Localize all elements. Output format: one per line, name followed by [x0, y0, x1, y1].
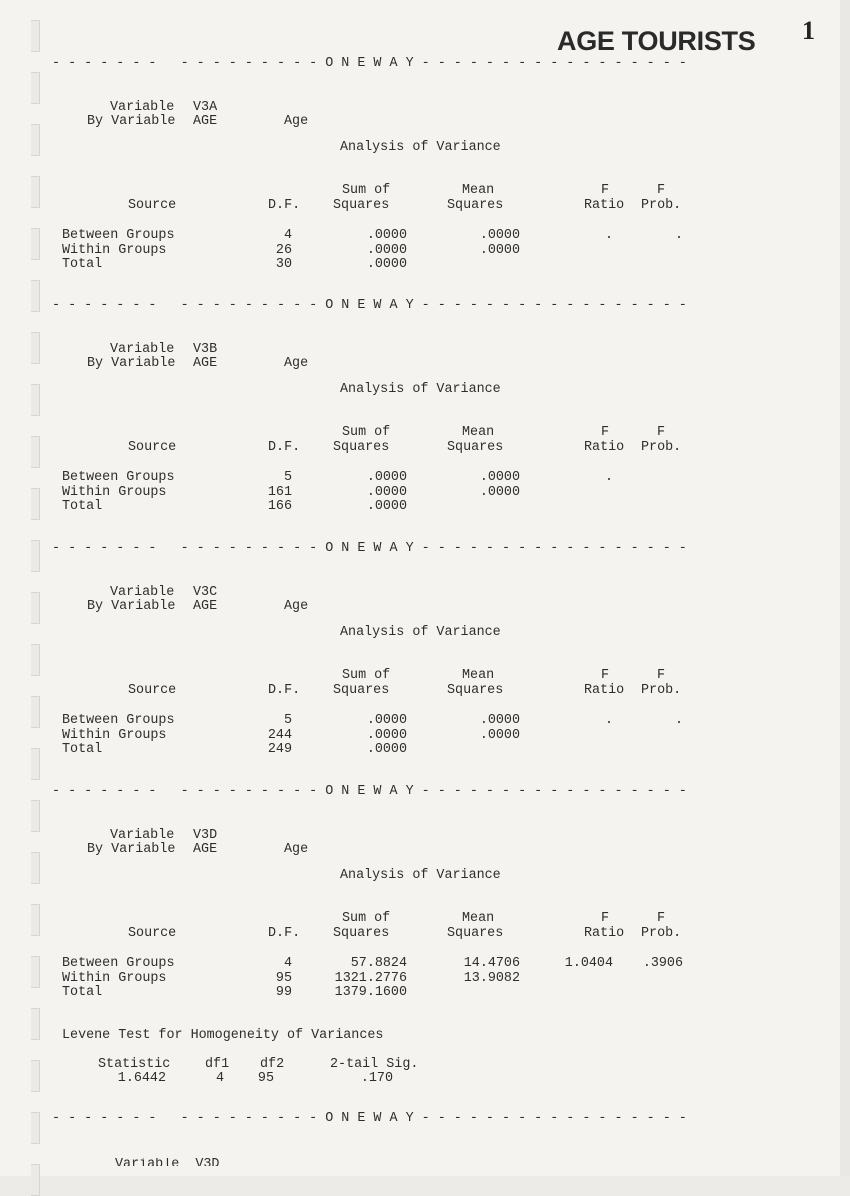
row-sum-squares: .0000 [366, 499, 407, 514]
header-mean: Mean [462, 911, 495, 926]
binder-hole [31, 904, 40, 936]
row-sum-squares: .0000 [366, 470, 407, 485]
header-ratio: Ratio [584, 926, 625, 941]
binder-hole [31, 1112, 40, 1144]
header-f: F [657, 425, 666, 440]
row-f-ratio: . [604, 470, 613, 485]
row-source: Within Groups [62, 727, 167, 743]
row-source: Between Groups [62, 470, 175, 485]
row-mean-squares: .0000 [479, 228, 520, 243]
anova-title: Analysis of Variance [340, 625, 501, 640]
by-variable-name: AGE [193, 114, 218, 129]
oneway-separator: - - - - - - - - - - - - - - - - O N E W A Y - - - - - - - - - - - - - - - - - [52, 1111, 687, 1126]
row-f-prob: . [674, 713, 683, 728]
binder-hole [31, 436, 40, 468]
header-source: Source [128, 440, 177, 455]
row-df: 4 [283, 956, 292, 971]
header-prob: Prob. [641, 440, 682, 455]
row-f-ratio: 1.0404 [564, 956, 613, 971]
row-mean-squares: .0000 [479, 713, 520, 728]
header-mean: Mean [462, 425, 495, 440]
binder-hole [31, 124, 40, 156]
row-sum-squares: .0000 [366, 727, 407, 743]
scanner-bed [0, 1176, 850, 1196]
binder-hole [31, 280, 40, 312]
binder-hole [31, 176, 40, 208]
header-sum-squares: Squares [333, 926, 390, 941]
levene-header: df1 [205, 1057, 230, 1072]
row-source: Total [62, 985, 103, 1000]
row-sum-squares: 1379.1600 [334, 985, 407, 1000]
anova-title: Analysis of Variance [340, 140, 501, 155]
row-df: 161 [267, 484, 292, 500]
binder-hole [31, 384, 40, 416]
row-sum-squares: .0000 [366, 713, 407, 728]
oneway-separator: - - - - - - - - - - - - - - - - O N E W A Y - - - - - - - - - - - - - - - - - [52, 56, 687, 71]
oneway-separator: - - - - - - - - - - - - - - - - O N E W A Y - - - - - - - - - - - - - - - - - [52, 784, 687, 799]
by-variable-label: By Variable [87, 114, 176, 129]
binder-hole [31, 852, 40, 884]
levene-title: Levene Test for Homogeneity of Variances [62, 1028, 384, 1043]
levene-header: Statistic [98, 1057, 171, 1072]
binder-hole [31, 800, 40, 832]
row-df: 5 [283, 470, 292, 485]
anova-title: Analysis of Variance [340, 868, 501, 883]
header-ratio: Ratio [584, 440, 625, 455]
header-prob: Prob. [641, 683, 682, 698]
header-source: Source [128, 198, 177, 213]
binder-hole [31, 1008, 40, 1040]
by-variable-desc: Age [284, 114, 309, 129]
row-df: 26 [275, 242, 292, 258]
row-source: Between Groups [62, 713, 175, 728]
header-f: F [601, 668, 610, 683]
row-mean-squares: 13.9082 [463, 970, 520, 986]
row-df: 5 [283, 713, 292, 728]
row-f-prob: . [674, 228, 683, 243]
row-df: 95 [275, 970, 292, 986]
levene-header: df2 [260, 1057, 285, 1072]
binder-hole [31, 592, 40, 624]
binder-hole [31, 748, 40, 780]
header-f: F [601, 425, 610, 440]
by-variable-name: AGE [193, 599, 218, 614]
page-edge [840, 0, 850, 1196]
page-number: 1 [802, 16, 815, 45]
header-sum-squares: Squares [333, 440, 390, 455]
header-sum-squares: Squares [333, 683, 390, 698]
levene-value: 1.6442 [117, 1071, 166, 1086]
variable-label: Variable [110, 342, 175, 357]
header-f: F [657, 183, 666, 198]
header-f: F [601, 183, 610, 198]
row-mean-squares: .0000 [479, 727, 520, 743]
binder-hole [31, 1060, 40, 1092]
row-sum-squares: .0000 [366, 257, 407, 272]
header-mean-squares: Squares [447, 440, 504, 455]
row-source: Within Groups [62, 484, 167, 500]
header-f: F [601, 911, 610, 926]
header-sum-of: Sum of [342, 911, 391, 926]
header-prob: Prob. [641, 198, 682, 213]
row-source: Within Groups [62, 970, 167, 986]
row-df: 30 [275, 257, 292, 272]
row-source: Within Groups [62, 242, 167, 258]
by-variable-desc: Age [284, 356, 309, 371]
binder-hole [31, 72, 40, 104]
header-df: D.F. [268, 440, 301, 455]
variable-label: Variable [110, 828, 175, 843]
oneway-separator: - - - - - - - - - - - - - - - - O N E W A Y - - - - - - - - - - - - - - - - - [52, 541, 687, 556]
row-source: Total [62, 742, 103, 757]
header-source: Source [128, 926, 177, 941]
variable-name: V3B [193, 342, 218, 357]
by-variable-desc: Age [284, 842, 309, 857]
row-f-ratio: . [604, 228, 613, 243]
oneway-separator: - - - - - - - - - - - - - - - - O N E W A Y - - - - - - - - - - - - - - - - - [52, 298, 687, 313]
header-df: D.F. [268, 683, 301, 698]
row-df: 249 [267, 742, 292, 757]
row-sum-squares: 57.8824 [350, 956, 407, 971]
header-source: Source [128, 683, 177, 698]
header-f: F [657, 911, 666, 926]
row-df: 244 [267, 727, 292, 743]
row-source: Between Groups [62, 956, 175, 971]
row-sum-squares: .0000 [366, 742, 407, 757]
header-sum-of: Sum of [342, 425, 391, 440]
binder-hole [31, 228, 40, 260]
header-sum-of: Sum of [342, 183, 391, 198]
row-sum-squares: .0000 [366, 228, 407, 243]
row-sum-squares: .0000 [366, 242, 407, 258]
row-df: 166 [267, 499, 292, 514]
levene-value: .170 [360, 1071, 393, 1086]
header-df: D.F. [268, 926, 301, 941]
levene-value: 4 [215, 1071, 224, 1086]
binder-hole [31, 332, 40, 364]
by-variable-name: AGE [193, 842, 218, 857]
anova-title: Analysis of Variance [340, 382, 501, 397]
row-mean-squares: .0000 [479, 484, 520, 500]
variable-name: V3A [193, 100, 218, 115]
header-ratio: Ratio [584, 683, 625, 698]
levene-header: 2-tail Sig. [330, 1057, 419, 1072]
header-sum-of: Sum of [342, 668, 391, 683]
header-mean: Mean [462, 183, 495, 198]
row-df: 99 [275, 985, 292, 1000]
header-sum-squares: Squares [333, 198, 390, 213]
header-f: F [657, 668, 666, 683]
row-mean-squares: .0000 [479, 470, 520, 485]
header-mean-squares: Squares [447, 683, 504, 698]
header-ratio: Ratio [584, 198, 625, 213]
binder-hole [31, 488, 40, 520]
by-variable-label: By Variable [87, 599, 176, 614]
variable-name: V3C [193, 585, 218, 600]
row-f-ratio: . [604, 713, 613, 728]
levene-value: 95 [257, 1071, 274, 1086]
binder-hole [31, 540, 40, 572]
by-variable-desc: Age [284, 599, 309, 614]
row-mean-squares: .0000 [479, 242, 520, 258]
by-variable-name: AGE [193, 356, 218, 371]
binder-hole [31, 20, 40, 52]
row-sum-squares: .0000 [366, 484, 407, 500]
row-f-prob: .3906 [642, 956, 683, 971]
partial-variable-line: Variable V3D [115, 1158, 220, 1166]
by-variable-label: By Variable [87, 356, 176, 371]
header-mean-squares: Squares [447, 198, 504, 213]
header-mean-squares: Squares [447, 926, 504, 941]
variable-name: V3D [193, 828, 218, 843]
by-variable-label: By Variable [87, 842, 176, 857]
row-source: Total [62, 499, 103, 514]
page-title: AGE TOURISTS [557, 26, 756, 56]
row-source: Between Groups [62, 228, 175, 243]
row-sum-squares: 1321.2776 [334, 970, 407, 986]
row-mean-squares: 14.4706 [463, 956, 520, 971]
binder-hole [31, 696, 40, 728]
header-mean: Mean [462, 668, 495, 683]
header-df: D.F. [268, 198, 301, 213]
binder-hole [31, 956, 40, 988]
row-source: Total [62, 257, 103, 272]
variable-label: Variable [110, 100, 175, 115]
row-df: 4 [283, 228, 292, 243]
binder-hole [31, 1164, 40, 1196]
binder-hole [31, 644, 40, 676]
header-prob: Prob. [641, 926, 682, 941]
variable-label: Variable [110, 585, 175, 600]
